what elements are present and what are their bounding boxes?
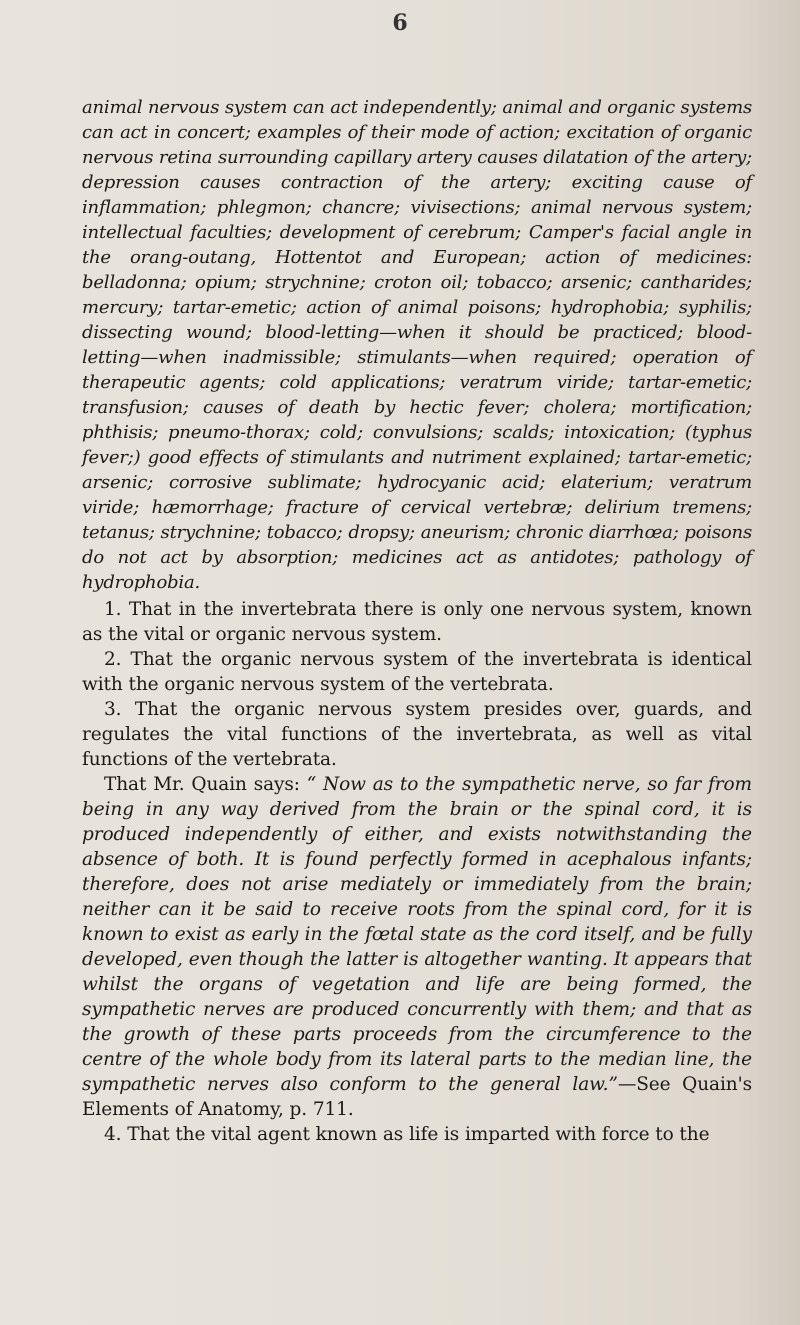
proposition-4: 4. That the vital agent known as life is imparted with force to the <box>104 1124 710 1145</box>
quain-quotation-paragraph <box>82 772 752 1122</box>
chapter-summary: animal nervous system can act independently; animal and organic systems can act in concert; examples of their mode of action; excitation of organic nervous retina surrounding capillary artery causes dilatation of the artery; depression causes contraction of the artery; exciting cause of inflammation; phlegmon; chancre; vivisections; animal nervous system; intellectual faculties; development of cerebrum; Camper's facial angle in the orang-outang, Hottentot and European; action of medicines: belladonna; opium; strychnine; croton oil; tobacco; arsenic; cantharides; mercury; tartar-emetic; action of animal poisons; hydrophobia; syphilis; dissecting wound; blood-letting—when it should be practiced; blood-letting—when inadmissible; stimulants—when required; operation of therapeutic agents; cold applications; veratrum viride; tartar-emetic; transfusion; causes of death by hectic fever; cholera; mortification; phthisis; pneumo-thorax; cold; convulsions; scalds; intoxication; (typhus fever;) good effects of stimulants and nutriment explained; tartar-emetic; arsenic; corrosive sublimate; hydrocyanic acid; elaterium; veratrum viride; hæmorrhage; fracture of cervical vertebræ; delirium tremens; tetanus; strychnine; tobacco; dropsy; aneurism; chronic diarrhœa; poisons do not act by absorption; medicines act as antidotes; pathology of hydrophobia. <box>82 97 752 593</box>
proposition-1: 1. That in the invertebrata there is only one nervous system, known as the vital or organic nervous system. <box>82 599 752 645</box>
quotation-citation: —See Quain's Elements of Anatomy, p. 711. <box>82 1074 752 1120</box>
quain-quotation: “ Now as to the sympathetic nerve, so far from being in any way derived from the brain or the spinal cord, it is produced independently of either, and exists notwithstanding the absence of both. It is found perfectly formed in acephalous infants; therefore, does not arise mediately or immediately from the brain; neither can it be said to receive roots from the spinal cord, for it is known to exist as early in the fœtal state as the cord itself, and be fully developed, even though the latter is altogether wanting. It appears that whilst the organs of vegetation and life are being formed, the sympathetic nerves are produced concurrently with them; and that as the growth of these parts proceeds from the circumference to the centre of the whole body from its lateral parts to the median line, the sympathetic nerves also conform to the general law.” <box>82 774 752 1095</box>
proposition-2: 2. That the organic nervous system of the invertebrata is identical with the organic nervous system of the vertebrata. <box>82 649 752 695</box>
quotation-lead: That Mr. Quain says: <box>104 774 307 795</box>
page-body <box>82 95 752 1147</box>
page-number: 6 <box>392 10 408 36</box>
proposition-3: 3. That the organic nervous system presides over, guards, and regulates the vital functions of the invertebrata, as well as vital functions of the vertebrata. <box>82 699 752 770</box>
